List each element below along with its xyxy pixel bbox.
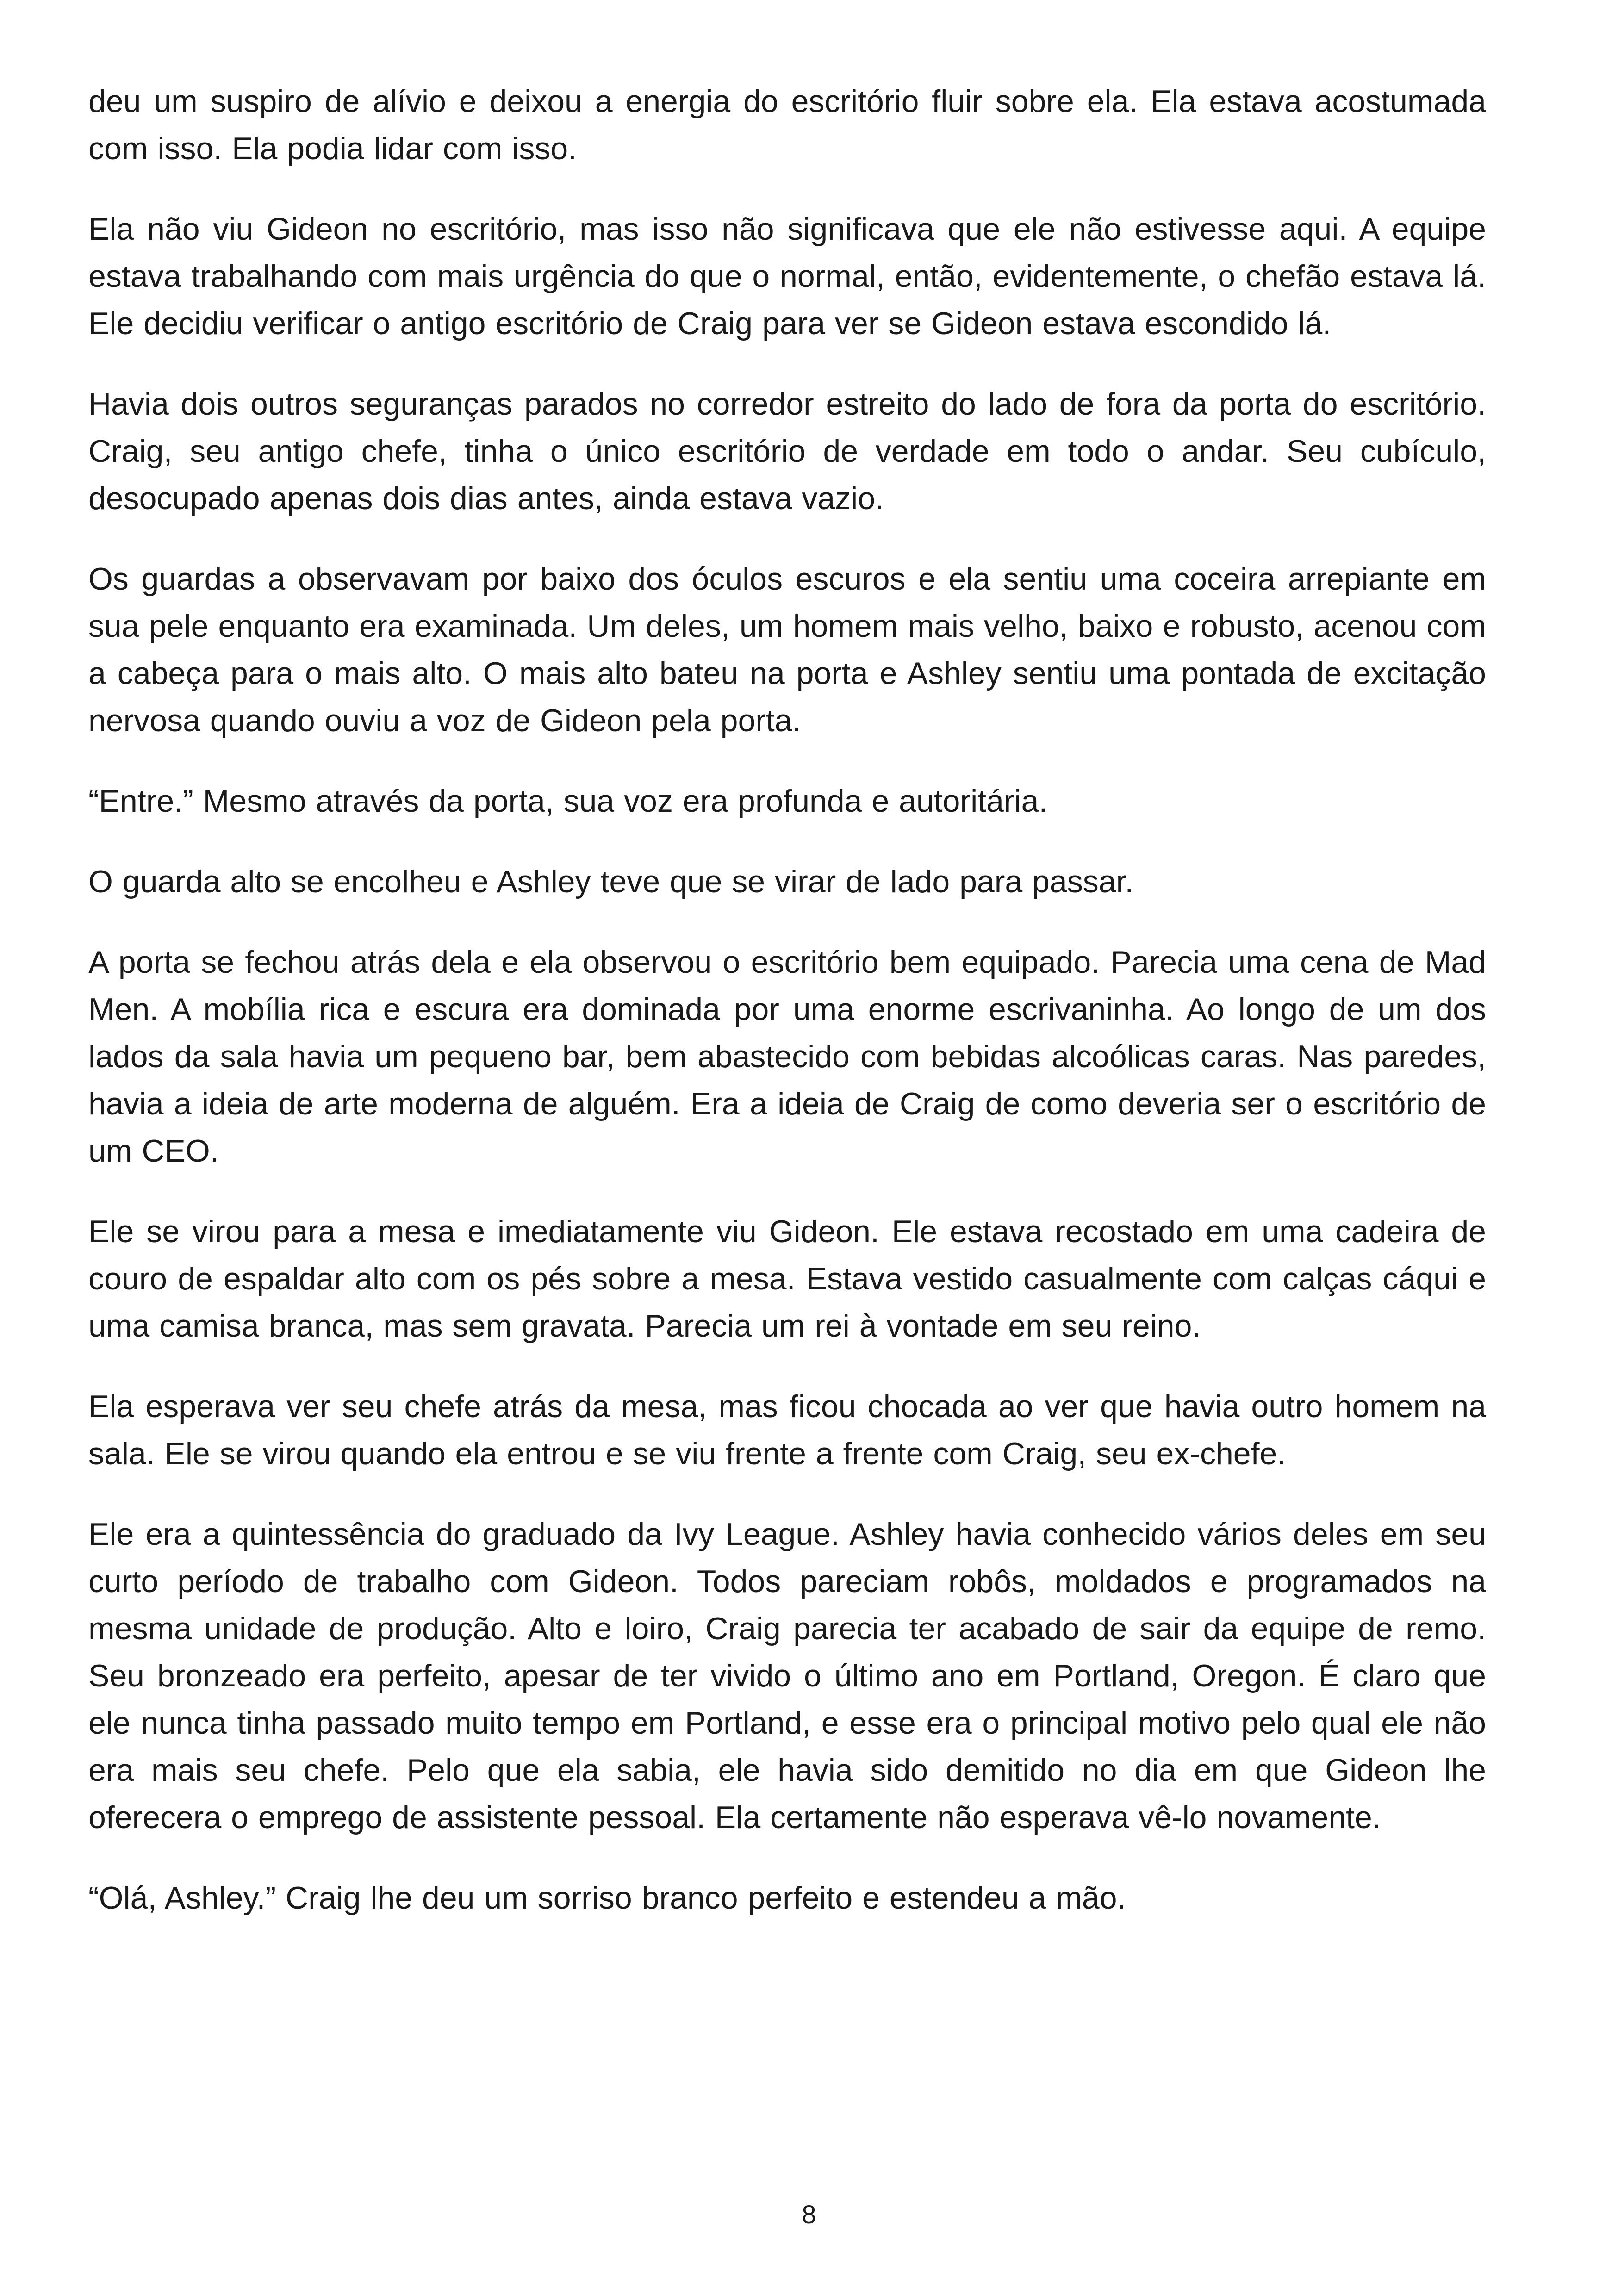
paragraph: “Olá, Ashley.” Craig lhe deu um sorriso branco perfeito e estendeu a mão. [88, 1880, 1126, 1916]
page-body [88, 78, 1486, 1955]
paragraph: deu um suspiro de alívio e deixou a energia do escritório fluir sobre ela. Ela estava acostumada com isso. Ela podia lidar com isso. [88, 84, 1486, 166]
paragraph: O guarda alto se encolheu e Ashley teve que se virar de lado para passar. [88, 864, 1134, 899]
paragraph: Ele se virou para a mesa e imediatamente viu Gideon. Ele estava recostado em uma cadeira de couro de espaldar alto com os pés sobre a mesa. Estava vestido casualmente com calças cáqui e uma camisa branca, mas sem gravata. Parecia um rei à vontade em seu reino. [88, 1214, 1486, 1344]
paragraph: “Entre.” Mesmo através da porta, sua voz era profunda e autoritária. [88, 784, 1048, 819]
paragraph: Ela não viu Gideon no escritório, mas isso não significava que ele não estivesse aqui. A equipe estava trabalhando com mais urgência do que o normal, então, evidentemente, o chefão estava lá. Ele decidiu verificar o antigo escritório de Craig para ver se Gideon estava escondido lá. [88, 212, 1486, 341]
paragraph: Ela esperava ver seu chefe atrás da mesa, mas ficou chocada ao ver que havia outro homem na sala. Ele se virou quando ela entrou e se viu frente a frente com Craig, seu ex-chefe. [88, 1389, 1486, 1471]
paragraph: A porta se fechou atrás dela e ela observou o escritório bem equipado. Parecia uma cena de Mad Men. A mobília rica e escura era dominada por uma enorme escrivaninha. Ao longo de um dos lados da sala havia um pequeno bar, bem abastecido com bebidas alcoólicas caras. Nas paredes, havia a ideia de arte moderna de alguém. Era a ideia de Craig de como deveria ser o escritório de um CEO. [88, 945, 1486, 1169]
paragraph: Ele era a quintessência do graduado da Ivy League. Ashley havia conhecido vários deles em seu curto período de trabalho com Gideon. Todos pareciam robôs, moldados e programados na mesma unidade de produção. Alto e loiro, Craig parecia ter acabado de sair da equipe de remo. Seu bronzeado era perfeito, apesar de ter vivido o último ano em Portland, Oregon. É claro que ele nunca tinha passado muito tempo em Portland, e esse era o principal motivo pelo qual ele não era mais seu chefe. Pelo que ela sabia, ele havia sido demitido no dia em que Gideon lhe oferecera o emprego de assistente pessoal. Ela certamente não esperava vê-lo novamente. [88, 1517, 1486, 1835]
paragraph: Os guardas a observavam por baixo dos óculos escuros e ela sentiu uma coceira arrepiante em sua pele enquanto era examinada. Um deles, um homem mais velho, baixo e robusto, acenou com a cabeça para o mais alto. O mais alto bateu na porta e Ashley sentiu uma pontada de excitação nervosa quando ouviu a voz de Gideon pela porta. [88, 561, 1486, 738]
paragraph: Havia dois outros seguranças parados no corredor estreito do lado de fora da porta do escritório. Craig, seu antigo chefe, tinha o único escritório de verdade em todo o andar. Seu cubículo, desocupado apenas dois dias antes, ainda estava vazio. [88, 386, 1486, 516]
page-number: 8 [802, 2200, 816, 2229]
